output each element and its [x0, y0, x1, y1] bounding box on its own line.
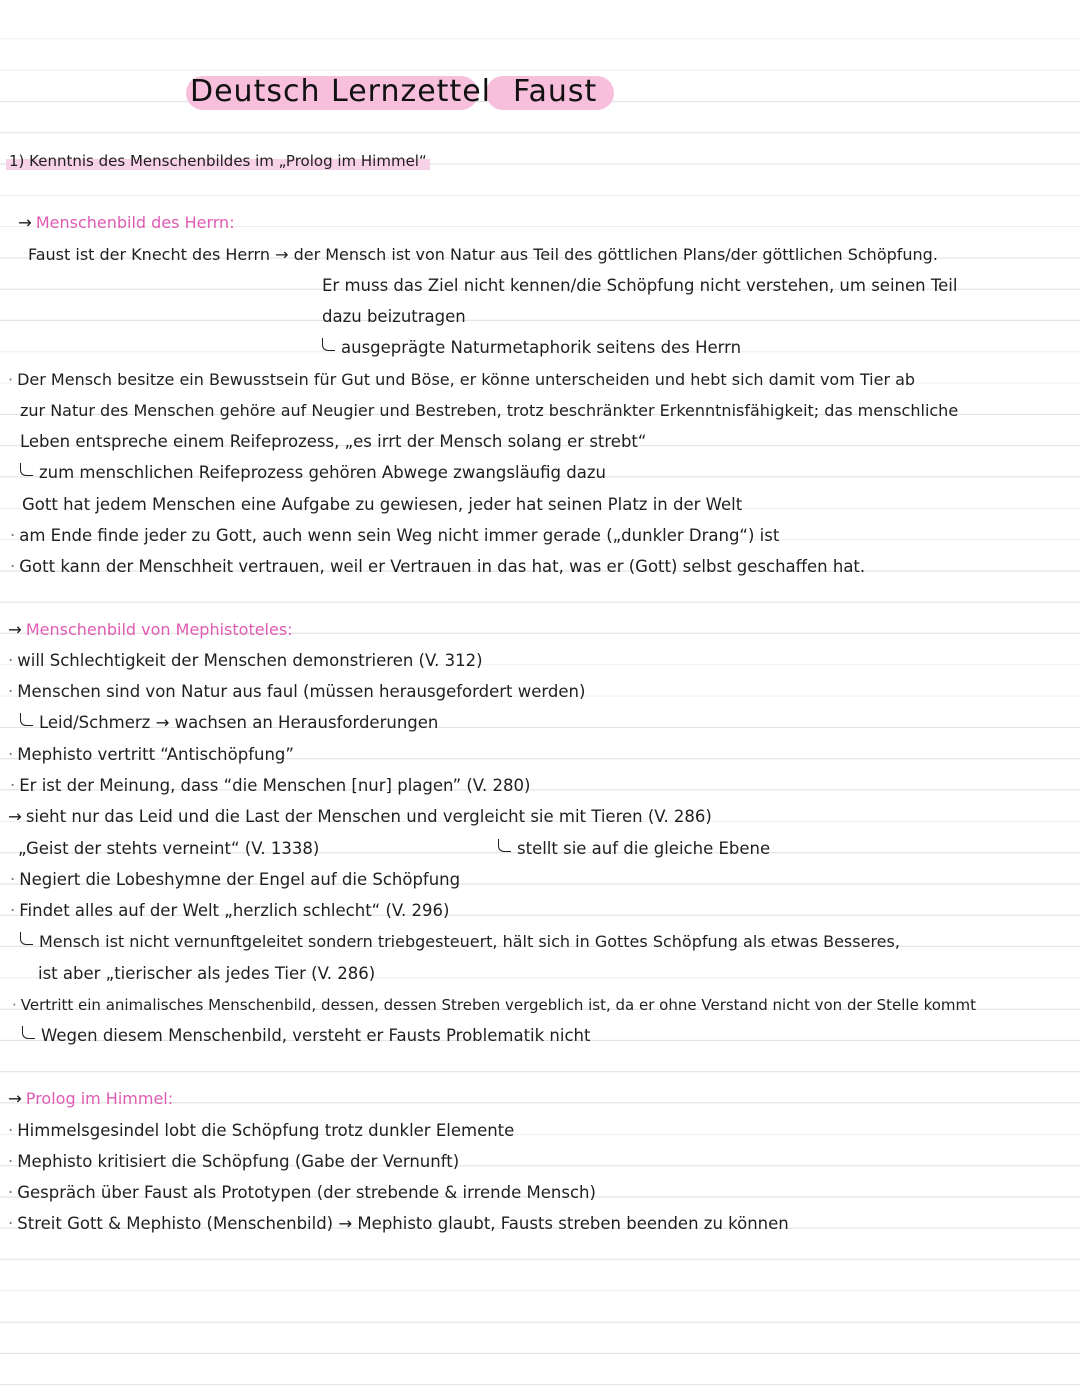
arrow-icon: →: [8, 1089, 22, 1108]
note-line: Wegen diesem Menschenbild, versteht er Fausts Problematik nicht: [22, 1025, 590, 1047]
hook-arrow-icon: [322, 338, 335, 351]
title-part2: Faust: [513, 74, 598, 109]
hook-arrow-icon: [498, 839, 511, 852]
title-part1: Deutsch Lernzettel: [190, 74, 491, 109]
note-line: · am Ende finde jeder zu Gott, auch wenn sein Weg nicht immer gerade („dunkler Drang“) ist: [10, 526, 780, 545]
hook-arrow-icon: [20, 713, 33, 726]
note-line: · Gott kann der Menschheit vertrauen, weil er Vertrauen in das hat, was er (Gott) selbst geschaffen hat.: [10, 557, 866, 576]
note-line: · Himmelsgesindel lobt die Schöpfung trotz dunkler Elemente: [8, 1121, 515, 1140]
arrow-icon: →: [8, 620, 22, 639]
arrow-icon: →: [18, 213, 32, 232]
note-line: Mensch ist nicht vernunftgeleitet sondern triebgesteuert, hält sich in Gottes Schöpfung als etwas Besseres,: [20, 931, 900, 953]
note-line: · Findet alles auf der Welt „herzlich schlecht“ (V. 296): [10, 901, 450, 920]
note-line: ist aber „tierischer als jedes Tier (V. 286): [38, 964, 376, 983]
note-line: Leben entspreche einem Reifeprozess, „es irrt der Mensch solang er strebt“: [20, 432, 647, 451]
note-line: · Vertritt ein animalisches Menschenbild, dessen, dessen Streben vergeblich ist, da er ohne Verstand nicht von der Stelle kommt: [12, 996, 977, 1014]
hook-arrow-icon: [20, 932, 33, 945]
note-line: Er muss das Ziel nicht kennen/die Schöpfung nicht verstehen, um seinen Teil: [322, 276, 958, 295]
note-line: stellt sie auf die gleiche Ebene: [498, 838, 770, 860]
note-line: Gott hat jedem Menschen eine Aufgabe zu gewiesen, jeder hat seinen Platz in der Welt: [22, 495, 743, 514]
note-line: ausgeprägte Naturmetaphorik seitens des Herrn: [322, 337, 741, 359]
section-heading-prolog: → Prolog im Himmel:: [8, 1089, 174, 1108]
note-line: · Mephisto kritisiert die Schöpfung (Gabe der Vernunft): [8, 1152, 460, 1171]
note-line: dazu beizutragen: [322, 307, 466, 326]
note-line: · will Schlechtigkeit der Menschen demonstrieren (V. 312): [8, 651, 483, 670]
main-heading: 1) Kenntnis des Menschenbildes im „Prolog im Himmel“: [6, 150, 430, 172]
arrow-icon: →: [8, 807, 22, 826]
note-line: · Gespräch über Faust als Prototypen (der strebende & irrende Mensch): [8, 1183, 596, 1202]
note-line: zum menschlichen Reifeprozess gehören Abwege zwangsläufig dazu: [20, 462, 606, 484]
note-line: · Menschen sind von Natur aus faul (müssen herausgefordert werden): [8, 682, 586, 701]
note-line: · Negiert die Lobeshymne der Engel auf die Schöpfung: [10, 870, 461, 889]
section-heading-herr: → Menschenbild des Herrn:: [18, 213, 235, 232]
page-title: [186, 72, 616, 112]
note-line: Faust ist der Knecht des Herrn → der Mensch ist von Natur aus Teil des göttlichen Plans/der göttlichen Schöpfung.: [28, 245, 938, 264]
note-line: Leid/Schmerz → wachsen an Herausforderungen: [20, 712, 438, 734]
hook-arrow-icon: [20, 463, 33, 476]
note-line: · Der Mensch besitze ein Bewusstsein für Gut und Böse, er könne unterscheiden und hebt sich damit vom Tier ab: [8, 370, 916, 389]
note-line: zur Natur des Menschen gehöre auf Neugier und Bestreben, trotz beschränkter Erkenntnisfähigkeit; das menschliche: [20, 401, 959, 420]
note-line: „Geist der stehts verneint“ (V. 1338): [18, 839, 320, 858]
note-line: → sieht nur das Leid und die Last der Menschen und vergleicht sie mit Tieren (V. 286): [8, 807, 712, 826]
note-line: · Er ist der Meinung, dass “die Menschen [nur] plagen” (V. 280): [10, 776, 531, 795]
hook-arrow-icon: [22, 1026, 35, 1039]
note-line: · Streit Gott & Mephisto (Menschenbild) → Mephisto glaubt, Fausts streben beenden zu können: [8, 1214, 789, 1233]
section-heading-mephisto: → Menschenbild von Mephistoteles:: [8, 620, 293, 639]
note-line: · Mephisto vertritt “Antischöpfung”: [8, 745, 294, 764]
